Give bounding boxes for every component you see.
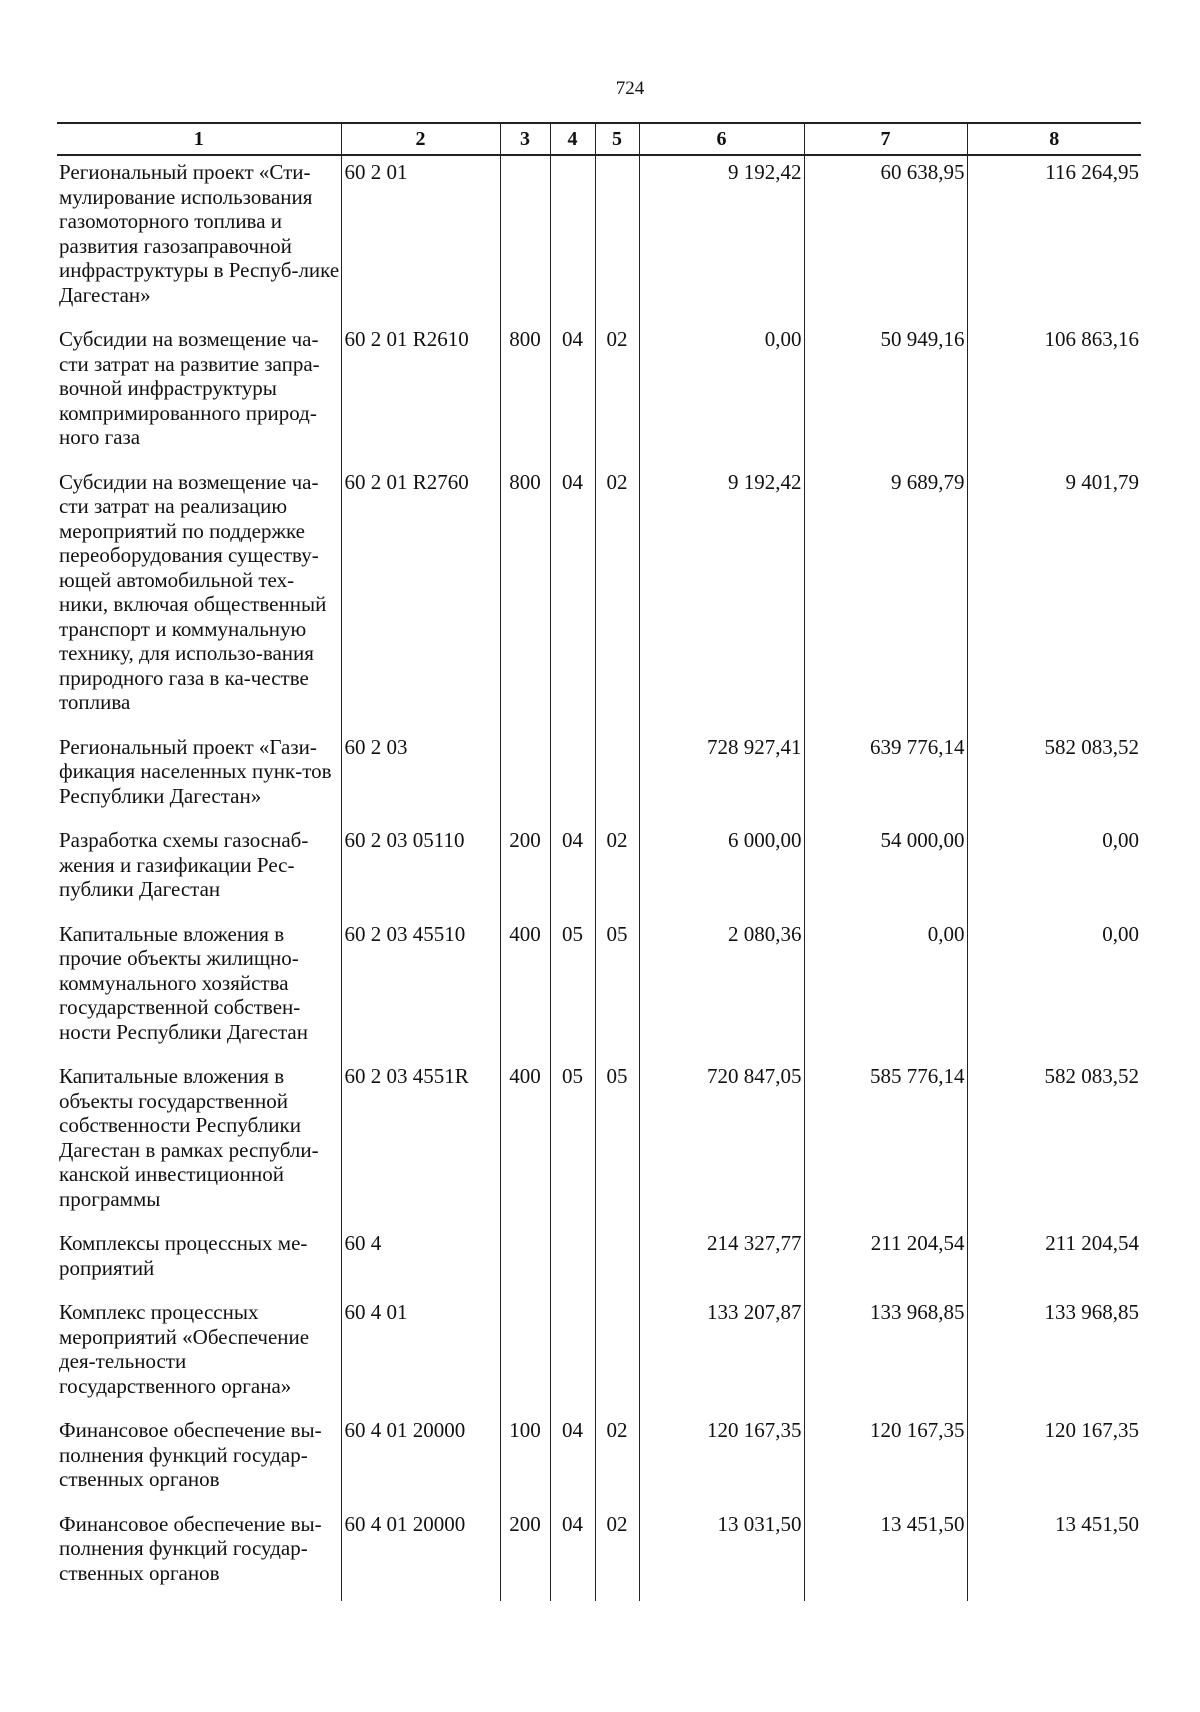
row-col5: 02	[595, 1414, 639, 1508]
row-code: 60 2 03 05110	[341, 824, 500, 918]
row-value-7: 585 776,14	[804, 1060, 967, 1227]
row-col3: 400	[500, 918, 550, 1061]
row-col3	[500, 1227, 550, 1296]
row-col5: 02	[595, 323, 639, 466]
row-name: Региональный проект «Гази-фикация населенных пунк-тов Республики Дагестан»	[59, 734, 332, 808]
row-value-6: 2 080,36	[639, 918, 804, 1061]
row-col4	[550, 731, 595, 825]
row-value-8: 582 083,52	[967, 1060, 1141, 1227]
row-col4: 04	[550, 1508, 595, 1602]
table-row	[57, 1508, 1141, 1602]
column-header: 2	[341, 123, 500, 155]
row-value-7: 133 968,85	[804, 1296, 967, 1414]
row-value-6: 0,00	[639, 323, 804, 466]
row-value-6: 133 207,87	[639, 1296, 804, 1414]
table-row	[57, 824, 1141, 918]
row-value-6: 9 192,42	[639, 466, 804, 731]
column-header: 1	[57, 123, 341, 155]
row-code: 60 2 01 R2760	[341, 466, 500, 731]
row-col3: 800	[500, 323, 550, 466]
row-value-6: 6 000,00	[639, 824, 804, 918]
column-header: 8	[967, 123, 1141, 155]
row-code: 60 4 01 20000	[341, 1508, 500, 1602]
row-col5: 02	[595, 466, 639, 731]
row-code: 60 2 03 4551R	[341, 1060, 500, 1227]
row-col3: 400	[500, 1060, 550, 1227]
row-col4: 05	[550, 918, 595, 1061]
row-name: Финансовое обеспечение вы-полнения функций государ-ственных органов	[59, 1511, 322, 1585]
row-value-7: 50 949,16	[804, 323, 967, 466]
row-value-7: 0,00	[804, 918, 967, 1061]
table-row	[57, 155, 1141, 323]
row-name: Региональный проект «Сти-мулирование использования газомоторного топлива и развития газозаправочной инфраструктуры в Респуб-лике Дагестан»	[59, 160, 340, 307]
row-col3	[500, 731, 550, 825]
table-row	[57, 1414, 1141, 1508]
table-row	[57, 1227, 1141, 1296]
row-col4	[550, 1296, 595, 1414]
row-value-8: 0,00	[967, 918, 1141, 1061]
row-col3	[500, 1296, 550, 1414]
row-col4: 04	[550, 466, 595, 731]
row-value-8: 120 167,35	[967, 1414, 1141, 1508]
row-col4: 04	[550, 1414, 595, 1508]
row-col4: 05	[550, 1060, 595, 1227]
row-col4: 04	[550, 323, 595, 466]
table-header-row	[57, 123, 1141, 155]
row-col3: 200	[500, 1508, 550, 1602]
row-col5: 05	[595, 918, 639, 1061]
row-code: 60 2 01	[341, 155, 500, 323]
row-value-6: 214 327,77	[639, 1227, 804, 1296]
column-header: 6	[639, 123, 804, 155]
row-code: 60 2 03 45510	[341, 918, 500, 1061]
row-name: Финансовое обеспечение вы-полнения функций государ-ственных органов	[59, 1418, 322, 1491]
column-header: 4	[550, 123, 595, 155]
row-col4: 04	[550, 824, 595, 918]
row-name: Субсидии на возмещение ча-сти затрат на реализацию мероприятий по поддержке переоборудования существу-ющей автомобильной тех-ники, включая общественный транспорт и коммунальную технику, для использо-вания природного газа в ка-честве топлива	[59, 469, 327, 714]
row-value-7: 639 776,14	[804, 731, 967, 825]
row-name: Субсидии на возмещение ча-сти затрат на развитие запра-вочной инфраструктуры компримированного природ-ного газа	[59, 327, 320, 449]
row-col3: 200	[500, 824, 550, 918]
row-col5	[595, 1227, 639, 1296]
row-value-7: 60 638,95	[804, 155, 967, 323]
row-value-8: 13 451,50	[967, 1508, 1141, 1602]
row-value-8: 0,00	[967, 824, 1141, 918]
row-col3: 800	[500, 466, 550, 731]
row-col5: 02	[595, 824, 639, 918]
row-name: Капитальные вложения в объекты государственной собственности Республики Дагестан в рамках республи-канской инвестиционной программы	[59, 1064, 319, 1211]
table-row	[57, 466, 1141, 731]
row-value-8: 211 204,54	[967, 1227, 1141, 1296]
table-row	[57, 918, 1141, 1061]
row-col3: 100	[500, 1414, 550, 1508]
row-name: Комплекс процессных мероприятий «Обеспечение дея-тельности государственного органа»	[59, 1300, 310, 1398]
row-value-8: 106 863,16	[967, 323, 1141, 466]
row-code: 60 2 03	[341, 731, 500, 825]
row-value-6: 720 847,05	[639, 1060, 804, 1227]
row-value-7: 9 689,79	[804, 466, 967, 731]
row-value-6: 728 927,41	[639, 731, 804, 825]
row-col4	[550, 1227, 595, 1296]
row-code: 60 2 01 R2610	[341, 323, 500, 466]
row-value-7: 54 000,00	[804, 824, 967, 918]
column-header: 5	[595, 123, 639, 155]
row-code: 60 4 01 20000	[341, 1414, 500, 1508]
row-value-7: 13 451,50	[804, 1508, 967, 1602]
row-value-8: 133 968,85	[967, 1296, 1141, 1414]
budget-table	[57, 122, 1141, 1601]
column-header: 3	[500, 123, 550, 155]
column-header: 7	[804, 123, 967, 155]
row-code: 60 4 01	[341, 1296, 500, 1414]
row-col5: 05	[595, 1060, 639, 1227]
table-row	[57, 1296, 1141, 1414]
row-value-6: 9 192,42	[639, 155, 804, 323]
row-value-7: 120 167,35	[804, 1414, 967, 1508]
table-row	[57, 323, 1141, 466]
row-value-7: 211 204,54	[804, 1227, 967, 1296]
table-row	[57, 1060, 1141, 1227]
row-col5	[595, 1296, 639, 1414]
table-row	[57, 731, 1141, 825]
row-value-6: 13 031,50	[639, 1508, 804, 1602]
row-col3	[500, 155, 550, 323]
row-col5: 02	[595, 1508, 639, 1602]
row-value-8: 9 401,79	[967, 466, 1141, 731]
row-value-6: 120 167,35	[639, 1414, 804, 1508]
page-number: 724	[615, 78, 645, 99]
row-col5	[595, 731, 639, 825]
row-value-8: 116 264,95	[967, 155, 1141, 323]
row-code: 60 4	[341, 1227, 500, 1296]
row-value-8: 582 083,52	[967, 731, 1141, 825]
row-name: Капитальные вложения в прочие объекты жилищно-коммунального хозяйства государственной собствен-ности Республики Дагестан	[59, 921, 308, 1044]
row-name: Разработка схемы газоснаб-жения и газификации Рес-публики Дагестан	[59, 828, 309, 901]
row-col4	[550, 155, 595, 323]
row-name: Комплексы процессных ме-роприятий	[59, 1231, 308, 1280]
row-col5	[595, 155, 639, 323]
